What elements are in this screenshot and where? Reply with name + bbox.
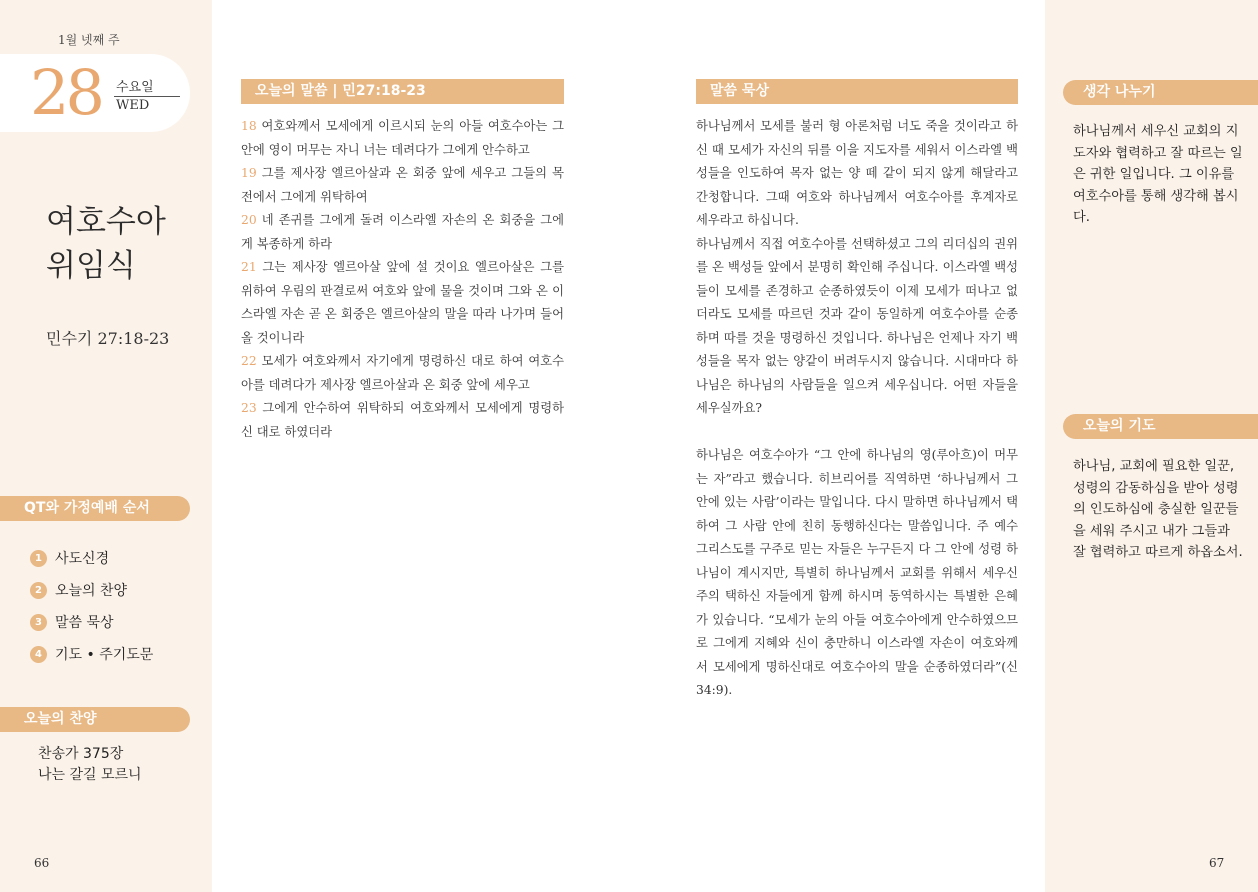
verse	[241, 115, 564, 162]
verse-number: 20	[241, 213, 257, 227]
date-divider	[114, 96, 180, 97]
page-number-left: 66	[34, 856, 50, 870]
verse	[241, 209, 564, 256]
verse-text: 그는 제사장 엘르아살 앞에 설 것이요 엘르아살은 그를 위하여 우림의 판결로써 여호와 앞에 물을 것이며 그와 온 이스라엘 자손 곧 온 회중은 엘르아살의 말을 따라 나가며 들어올 것이니라	[241, 260, 564, 345]
verse-text: 모세가 여호와께서 자기에게 명령하신 대로 하여 여호수아를 데려다가 제사장 엘르아살과 온 회중 앞에 세우고	[241, 354, 564, 392]
prayer-text: 하나님, 교회에 필요한 일꾼, 성령의 감동하심을 받아 성령의 인도하심에 충실한 일꾼들을 세워 주시고 내가 그들과 잘 협력하고 따르게 하옵소서.	[1073, 459, 1243, 560]
verse	[241, 162, 564, 209]
weekday-korean: 수요일	[116, 80, 154, 95]
verse	[241, 397, 564, 444]
order-item-label: 기도 • 주기도문	[55, 647, 154, 663]
prayer-heading: 오늘의 기도	[1063, 414, 1258, 439]
date-card	[0, 54, 190, 132]
order-number-badge: 3	[30, 614, 47, 631]
scripture-reference: 민수기 27:18-23	[46, 329, 170, 348]
verse-text: 그를 제사장 엘르아살과 온 회중 앞에 세우고 그들의 목전에서 그에게 위탁하여	[241, 166, 564, 204]
title-line-2: 위임식	[46, 248, 136, 284]
verse	[241, 256, 564, 350]
order-item-label: 말씀 묵상	[55, 615, 114, 631]
paragraph-gap	[696, 421, 1018, 445]
order-item	[30, 638, 153, 670]
verse-number: 23	[241, 401, 257, 415]
hymn-number: 찬송가 375장	[38, 746, 124, 762]
page-title	[46, 200, 166, 288]
order-number-badge: 1	[30, 550, 47, 567]
week-label: 1월 넷째 주	[58, 33, 120, 47]
verse-number: 19	[241, 166, 257, 180]
day-number: 28	[30, 56, 101, 129]
meditation-heading: 말씀 묵상	[696, 79, 1018, 104]
order-item-label: 사도신경	[55, 551, 110, 567]
order-number-badge: 4	[30, 646, 47, 663]
verse-number: 21	[241, 260, 257, 274]
order-list	[30, 542, 153, 670]
meditation-paragraph: 하나님께서 모세를 불러 형 아론처럼 너도 죽을 것이라고 하신 때 모세가 자신의 뒤를 이을 지도자를 세워서 이스라엘 백성들을 인도하여 목자 없는 양 떼 같이 되지 않게 해달라고 간청합니다. 그때 여호와 하나님께서 여호수아를 후계자로 세우라고 하십니다.	[696, 119, 1018, 227]
weekday-english: WED	[116, 98, 150, 113]
order-item	[30, 606, 153, 638]
order-heading: QT와 가정예배 순서	[0, 496, 190, 521]
order-number-badge: 2	[30, 582, 47, 599]
meditation-paragraph: 하나님은 여호수아가 “그 안에 하나님의 영(루아흐)이 머무는 자”라고 했습니다. 히브리어를 직역하면 ‘하나님께서 그 안에 있는 사람’이라는 말입니다. 다시 말하면 하나님께서 택하여 그 사람 안에 친히 동행하신다는 말씀입니다. 주 예수 그리스도를 구주로 믿는 자들은 누구든지 다 그 안에 성령 하나님이 계시지만, 특별히 하나님께서 교회를 위해서 세우신 주의 택하신 자들에게 함께 하시며 동역하시는 특별한 은혜가 있습니다. “모세가 눈의 아들 여호수아에게 안수하였으므로 그에게 지혜와 신이 충만하니 이스라엘 자손이 여호와께서 모세에게 명하신대로 여호수아의 말을 순종하였더라”(신 34:9).	[696, 448, 1018, 697]
hymn-heading: 오늘의 찬양	[0, 707, 190, 732]
verse	[241, 350, 564, 397]
order-item-label: 오늘의 찬양	[55, 583, 128, 599]
hymn-block	[38, 744, 142, 786]
verse-text: 여호와께서 모세에게 이르시되 눈의 아들 여호수아는 그 안에 영이 머무는 자니 너는 데려다가 그에게 안수하고	[241, 119, 564, 157]
order-item	[30, 574, 153, 606]
title-line-1: 여호수아	[46, 204, 166, 240]
verse-text: 네 존귀를 그에게 돌려 이스라엘 자손의 온 회중을 그에게 복종하게 하라	[241, 213, 564, 251]
meditation-text	[696, 115, 1018, 703]
word-heading: 오늘의 말씀 | 민27:18-23	[241, 79, 564, 104]
sharing-text: 하나님께서 세우신 교회의 지도자와 협력하고 잘 따르는 일은 귀한 일입니다. 그 이유를 여호수아를 통해 생각해 봅시다.	[1073, 124, 1243, 225]
sharing-heading: 생각 나누기	[1063, 80, 1258, 105]
verse-number: 22	[241, 354, 257, 368]
meditation-paragraph: 하나님께서 직접 여호수아를 선택하셨고 그의 리더십의 권위를 온 백성들 앞에서 분명히 확인해 주십니다. 이스라엘 백성들이 모세를 존경하고 순종하였듯이 이제 모세가 떠나고 없더라도 모세를 따르던 것과 같이 동일하게 여호수아를 순종하며 따를 것을 명령하신 것입니다. 하나님은 언제나 자기 백성들을 목자 없는 양같이 버려두시지 않습니다. 시대마다 하나님은 하나님의 사람들을 일으켜 세우십니다. 어떤 자들을 세우실까요?	[696, 236, 1018, 415]
verse-text: 그에게 안수하여 위탁하되 여호와께서 모세에게 명령하신 대로 하였더라	[241, 401, 564, 439]
page-number-right: 67	[1209, 856, 1225, 870]
order-item	[30, 542, 153, 574]
verse-number: 18	[241, 119, 257, 133]
hymn-title: 나는 갈길 모르니	[38, 767, 142, 783]
scripture-text	[241, 115, 564, 444]
